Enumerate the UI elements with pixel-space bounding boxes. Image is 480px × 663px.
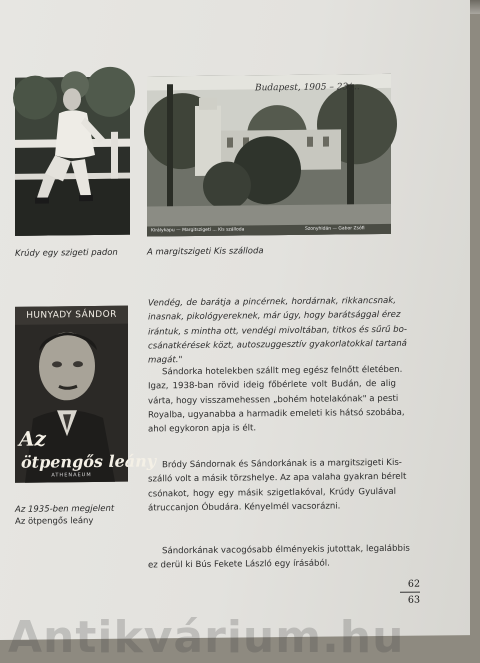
text-line: inasnak, pikológyereknek, már úgy, hogy barátsággal érez — [148, 310, 401, 323]
text-line: irántuk, s mintha ott, vendégi mivoltában, titkos és sűrű bo- — [148, 324, 407, 338]
book-cover-otpengos-leany — [15, 306, 157, 483]
page-numbers — [398, 578, 420, 607]
book-cover-publisher: ATHENAEUM — [51, 472, 92, 479]
paragraph-kisszallo — [148, 456, 407, 516]
text-line: ahol egykoron apja is élt. — [148, 423, 257, 435]
paragraph-vacogosabb — [148, 542, 410, 573]
text-line: magát." — [148, 355, 183, 366]
text-line: Bródy Sándornak és Sándorkának is a margitszigeti Kis- — [162, 457, 402, 471]
book-cover-title-line-1: Az — [19, 426, 46, 451]
book-cover-title-line-2: ötpengős leány — [21, 451, 157, 472]
text-line: ez derül ki Bús Fekete László egy írásából. — [148, 558, 330, 571]
text-line: Sándorkának vacogósabb élményekis jutottak, legalábbis — [162, 543, 410, 557]
text-line: átruccanjon Óbudára. Kényelmél vacsorázni. — [148, 501, 341, 514]
text-line: csánatkérések közt, autoszuggesztív gyakorlatokkal tartaná — [148, 338, 407, 352]
caption-book-line-2: Az ötpengős leány — [15, 516, 94, 527]
postcard-caption-left: Királykapu — Margitszigeti ... Kis szálloda — [151, 227, 245, 234]
caption-photo-1: Krúdy egy szigeti padon — [15, 247, 118, 259]
caption-photo-2: A margitszigeti Kis szálloda — [147, 246, 264, 258]
text-line: várta, hogy visszamehessen „bohém hotelakónak" a pesti — [148, 393, 399, 407]
postcard-handwriting: Budapest, 1905 – 23/... — [255, 82, 360, 94]
photo-kis-szalloda-postcard — [147, 74, 391, 237]
book-cover-author: HUNYADY SÁNDOR — [26, 309, 117, 321]
krudy-bench-image — [15, 77, 130, 236]
caption-book-line-1: Az 1935-ben megjelent — [15, 503, 115, 515]
text-line: csónakot, hogy egy másik szigetlakóval, Krúdy Gyulával — [148, 486, 396, 500]
text-line: szálló volt a másik törzshelye. Az apa valaha gyakran bérelt — [148, 472, 407, 485]
watermark: Antikvárium.hu — [8, 612, 405, 663]
page-number-left: 62 — [407, 578, 420, 590]
photo-krudy-bench — [15, 77, 130, 236]
text-line: Sándorka hotelekben szállt meg egész felnőtt életében. — [162, 364, 403, 378]
postcard-image — [147, 74, 391, 237]
text-line: Vendég, de barátja a pincérnek, hordárnak, rikkancsnak, — [148, 295, 396, 309]
text-line: Royalba, ugyanabba a harmadik emeleti kis hátsó szobába, — [148, 407, 405, 421]
postcard-caption-right: Szonyhidán — Gabor Zsófi — [305, 226, 365, 232]
page-number-right: 63 — [407, 594, 420, 606]
paragraph-quote — [148, 294, 407, 368]
text-line: Igaz, 1938-ban rövid ideig főbérlete volt Budán, de alig — [148, 379, 396, 392]
paragraph-hotels — [148, 363, 405, 437]
